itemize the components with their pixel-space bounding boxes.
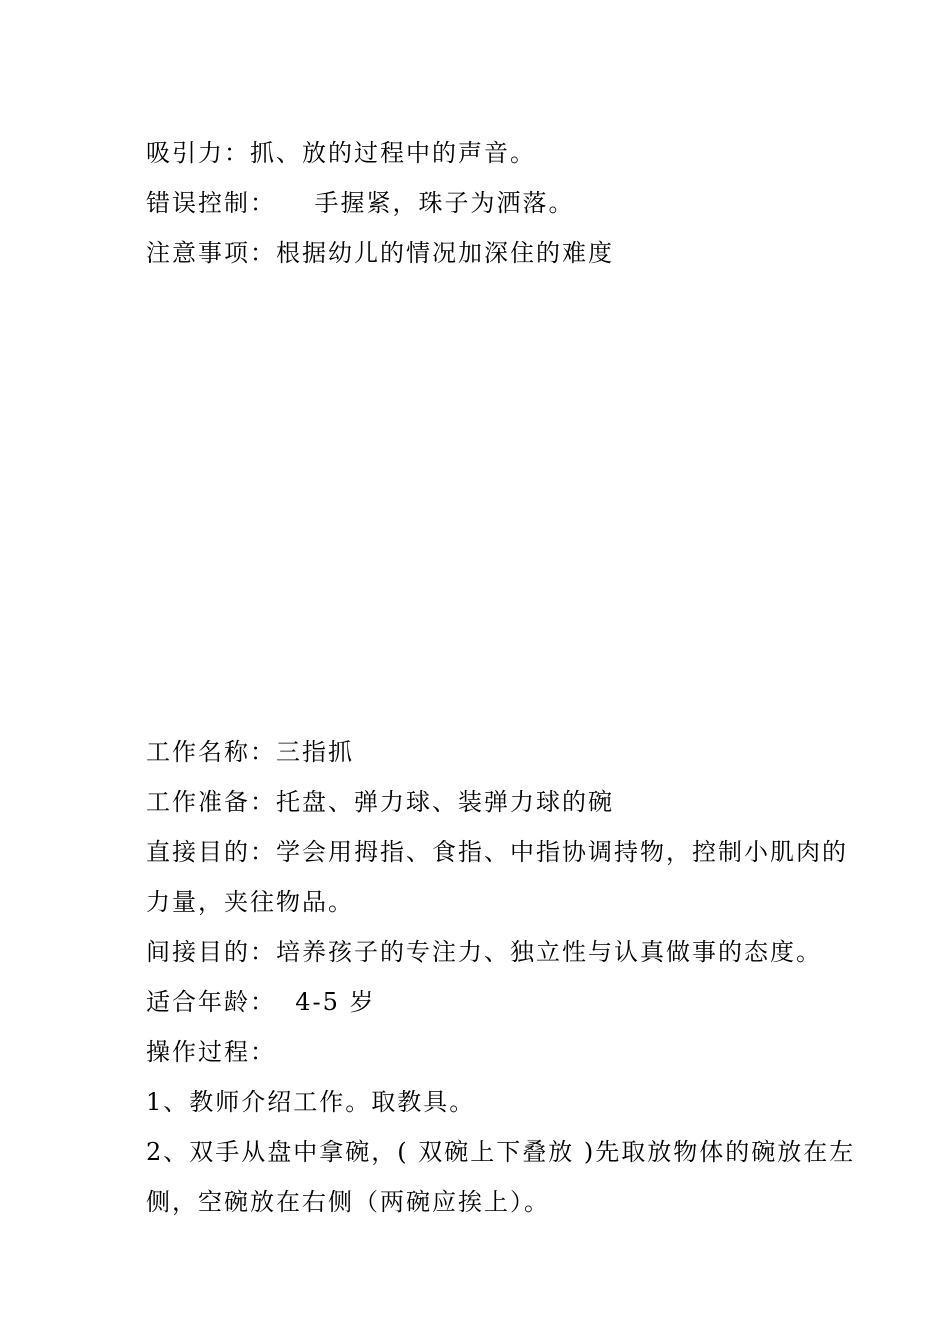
error-control-line: 错误控制： 手握紧，珠子为洒落。 (146, 189, 575, 217)
suitable-age-line: 适合年龄： 4-5 岁 (146, 988, 376, 1016)
work-prep-line: 工作准备：托盘、弹力球、装弹力球的碗 (146, 788, 614, 816)
notes-line: 注意事项：根据幼儿的情况加深住的难度 (146, 239, 614, 267)
procedure-heading-line: 操作过程： (146, 1038, 276, 1066)
work-name-line: 工作名称：三指抓 (146, 738, 354, 766)
procedure-step-1-line: 1、教师介绍工作。取教具。 (146, 1088, 476, 1116)
procedure-step-2-line: 2、双手从盘中拿碗，( 双碗上下叠放 )先取放物体的碗放在左 (146, 1138, 856, 1166)
direct-purpose-line: 直接目的：学会用拇指、食指、中指协调持物，控制小肌肉的 (146, 838, 848, 866)
bottom-text-block (146, 727, 856, 1227)
indirect-purpose-line: 间接目的：培养孩子的专注力、独立性与认真做事的态度。 (146, 938, 822, 966)
attraction-line: 吸引力：抓、放的过程中的声音。 (146, 139, 536, 167)
procedure-step-2-continued-line: 侧，空碗放在右侧（两碗应挨上）。 (146, 1188, 550, 1216)
top-text-block (146, 128, 816, 278)
direct-purpose-continued-line: 力量，夹往物品。 (146, 888, 354, 916)
